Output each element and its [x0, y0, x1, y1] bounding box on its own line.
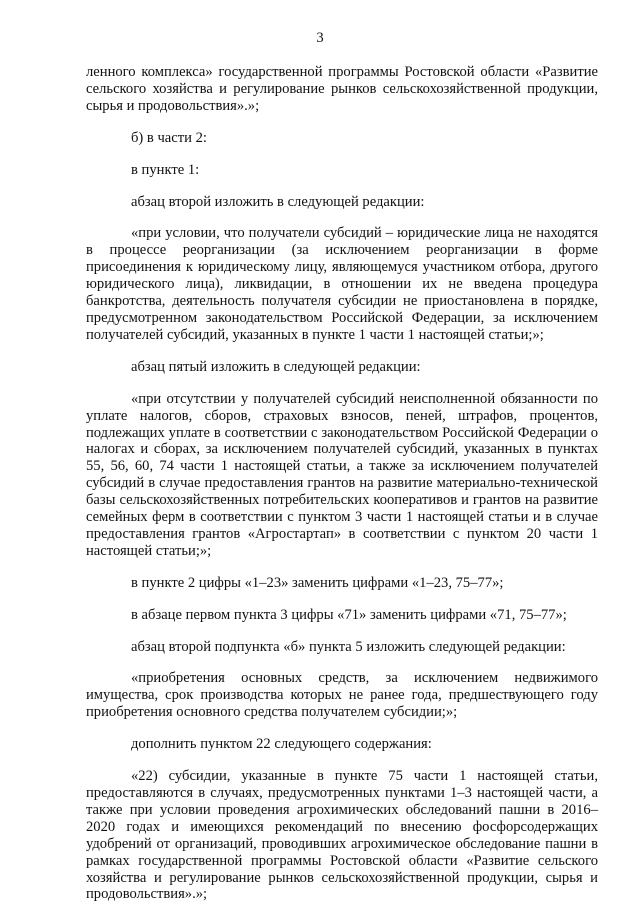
- paragraph: в абзаце первом пункта 3 цифры «71» заменить цифрами «71, 75–77»;: [131, 606, 567, 623]
- paragraph: «приобретения основных средств, за исключением недвижимого имущества, срок производства которых не ранее года, предшествующего году приобретения основного средства получателем субсидии;»;: [86, 670, 598, 721]
- paragraph: «22) субсидии, указанные в пункте 75 части 1 настоящей статьи, предоставляются в случаях, предусмотренных пунктами 1–3 настоящей части, а также при условии проведения агрохимических обследований пашни в 2016–2020 годах и имеющихся рекомендаций по внесению фосфорсодержащих удобрений от организаций, проводивших агрохимическое обследование пашни в рамках государственной программы Ростовской области «Развитие сельского хозяйства и регулирование рынков сельскохозяйственной продукции, сырья и продовольствия».»;: [86, 768, 598, 903]
- paragraph: дополнить пунктом 22 следующего содержания:: [131, 736, 432, 753]
- paragraph: б) в части 2:: [131, 129, 207, 146]
- paragraph: абзац второй изложить в следующей редакции:: [131, 193, 425, 210]
- paragraph: «при условии, что получатели субсидий – юридические лица не находятся в процессе реорганизации (за исключением реорганизации в форме присоединения к юридическому лицу, являющемуся участником отбора, другого юридического лица), ликвидации, в отношении их не введена процедура банкротства, деятельность получателя субсидии не приостановлена в порядке, предусмотренном законодательством Российской Федерации, за исключением получателей субсидий, указанных в пункте 1 части 1 настоящей статьи;»;: [86, 225, 598, 343]
- paragraph: в пункте 2 цифры «1–23» заменить цифрами «1–23, 75–77»;: [131, 574, 504, 591]
- paragraph: абзац пятый изложить в следующей редакции:: [131, 358, 421, 375]
- paragraph-continuation: ленного комплекса» государственной программы Ростовской области «Развитие сельского хозяйства и регулирование рынков сельскохозяйственной продукции, сырья и продовольствия».»;: [86, 64, 598, 114]
- paragraph: «при отсутствии у получателей субсидий неисполненной обязанности по уплате налогов, сборов, страховых взносов, пеней, штрафов, процентов, подлежащих уплате в соответствии с законодательством Российской Федерации о налогах и сборах, за исключением получателей субсидий, указанных в пунктах 55, 56, 60, 74 части 1 настоящей статьи, а также за исключением получателей субсидий в случае предоставления грантов на развитие материально-технической базы сельскохозяйственных потребительских кооперативов и грантов на развитие семейных ферм в соответствии с пунктом 3 части 1 настоящей статьи и в случае предоставления грантов «Агростартап» в соответствии с пунктом 20 части 1 настоящей статьи;»;: [86, 390, 598, 559]
- paragraph: абзац второй подпункта «б» пункта 5 изложить следующей редакции:: [131, 638, 566, 655]
- paragraph: в пункте 1:: [131, 161, 200, 178]
- page-number: 3: [316, 30, 324, 46]
- document-body: [86, 64, 598, 918]
